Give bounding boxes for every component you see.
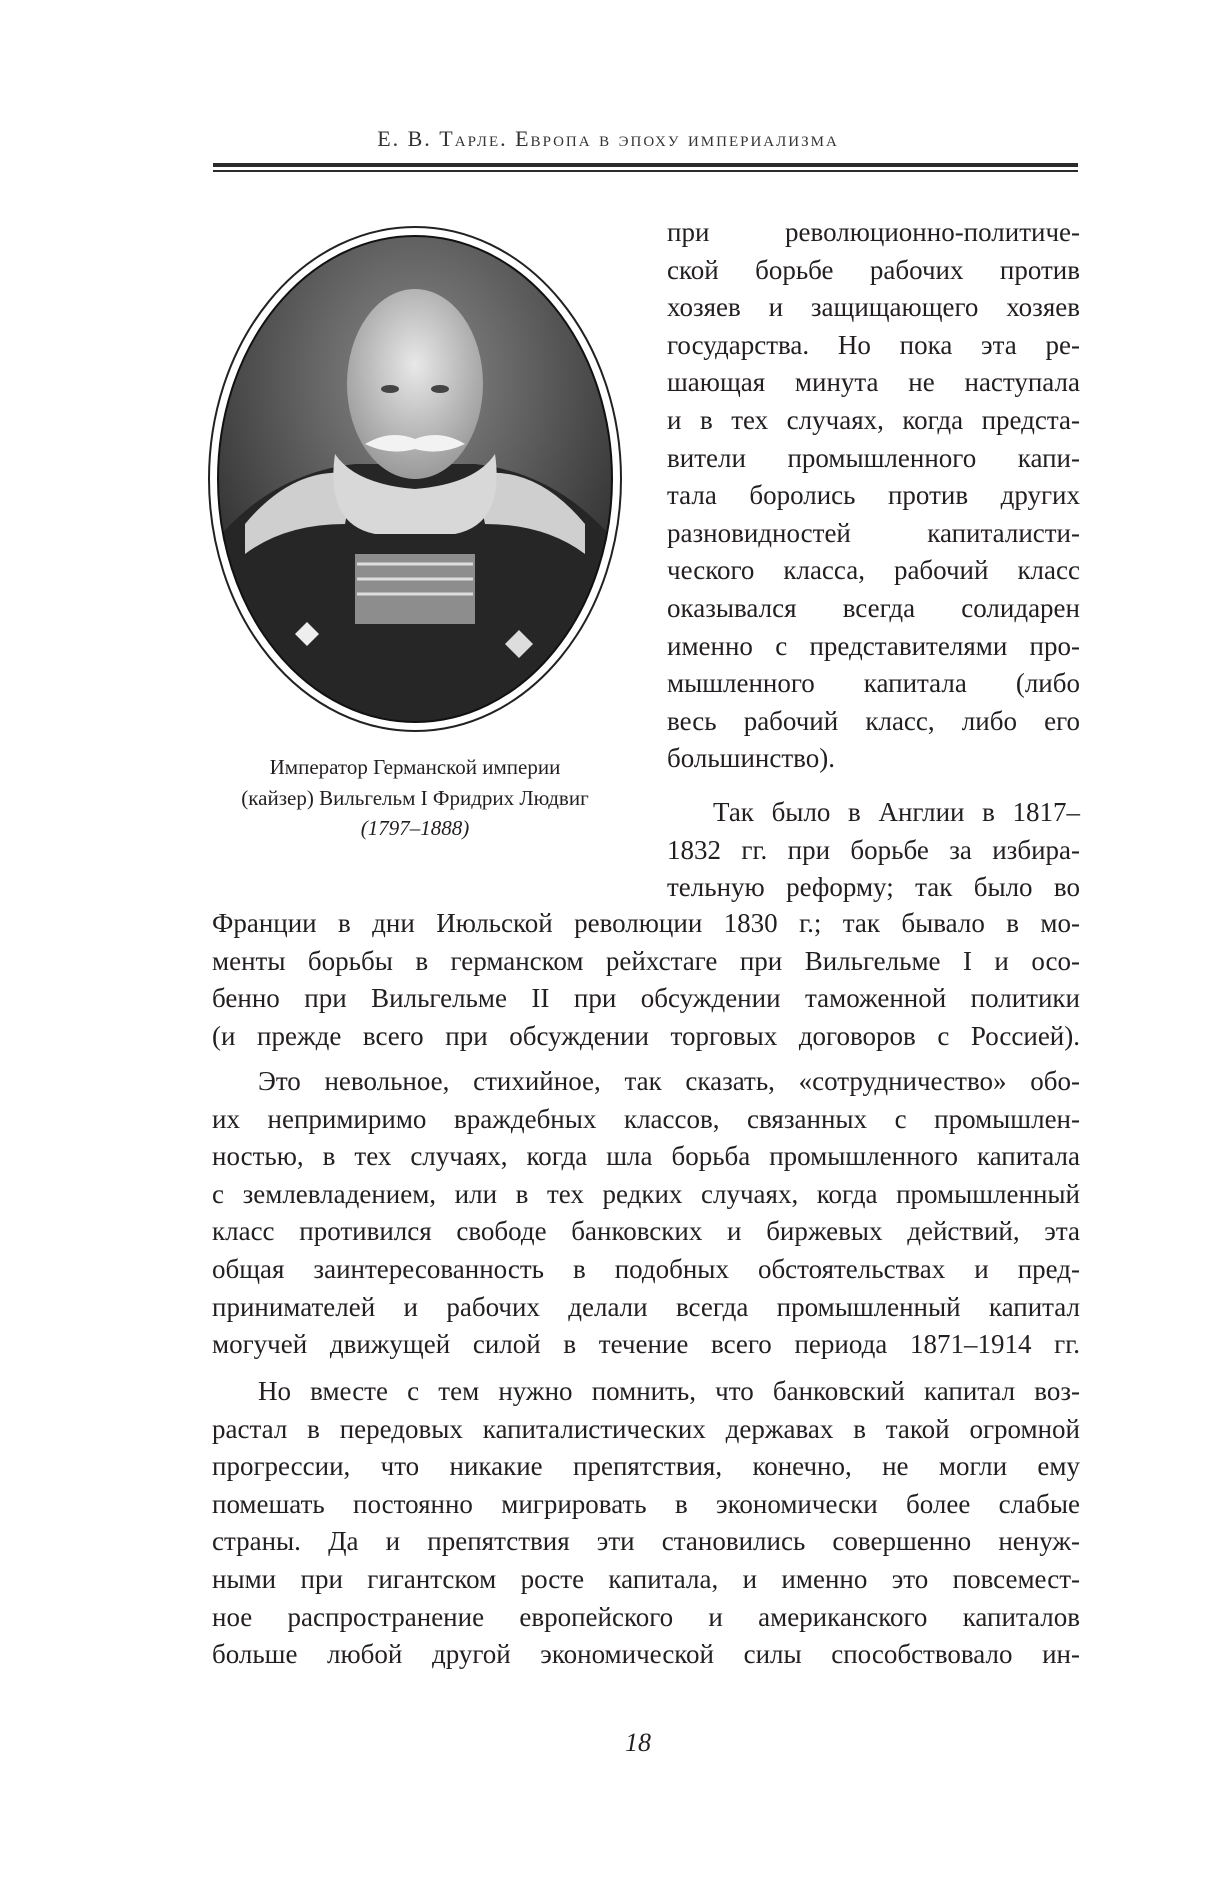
paragraph-column-continuation: [667, 214, 1080, 778]
text-line: хозяев и защищающего хозяев: [667, 292, 1080, 323]
text-line: помешать постоянно мигрировать в экономически более слабые: [212, 1488, 1080, 1519]
text-line: тельную реформу; так было во: [667, 872, 1080, 903]
text-line: вители промышленного капи-: [667, 442, 1080, 473]
portrait-image: [205, 224, 625, 734]
text-line: ской борьбе рабочих против: [667, 254, 1080, 285]
text-line: и в тех случаях, когда предста-: [667, 404, 1080, 435]
caption-line: (кайзер) Вильгельм I Фридрих Людвиг: [241, 785, 589, 810]
text-line: именно с представителями про-: [667, 630, 1080, 661]
text-line: оказывался всегда солидарен: [667, 592, 1080, 623]
text-line: 1832 гг. при борьбе за избира-: [667, 834, 1080, 865]
paragraph-cooperation: [212, 1063, 1080, 1364]
text-line: тала боролись против других: [667, 480, 1080, 511]
paragraph-england-column: [667, 794, 1080, 907]
text-line: мышленного капитала (либо: [667, 668, 1080, 699]
text-line: бенно при Вильгельме II при обсуждении таможенной политики: [212, 983, 1080, 1014]
text-line: Но вместе с тем нужно помнить, что банковский капитал воз-: [258, 1376, 1080, 1406]
text-line: принимателей и рабочих делали всегда промышленный капитал: [212, 1291, 1080, 1322]
text-line: их непримиримо враждебных классов, связанных с промышлен-: [212, 1103, 1080, 1134]
caption-years: (1797–1888): [360, 816, 470, 840]
text-line: могучей движущей силой в течение всего периода 1871–1914 гг.: [212, 1329, 1080, 1360]
text-line: класс противился свободе банковских и биржевых действий, эта: [212, 1216, 1080, 1247]
text-line: ное распространение европейского и американского капиталов: [212, 1601, 1080, 1632]
portrait-caption: [215, 752, 615, 844]
text-line: Это невольное, стихийное, так сказать, «сотрудничество» обо-: [258, 1066, 1080, 1096]
header-rule-thin: [213, 170, 1078, 172]
text-line: ностью, в тех случаях, когда шла борьба промышленного капитала: [212, 1141, 1080, 1172]
text-line: прогрессии, что никакие препятствия, конечно, не могли ему: [212, 1451, 1080, 1482]
text-line: растал в передовых капиталистических державах в такой огромной: [212, 1413, 1080, 1444]
page-number: 18: [625, 1728, 651, 1757]
text-line: общая заинтересованность в подобных обстоятельствах и пред-: [212, 1253, 1080, 1284]
text-line: весь рабочий класс, либо его: [667, 705, 1080, 736]
running-header: Е. В. Тарле. Европа в эпоху империализма: [377, 126, 839, 151]
text-line: при революционно-политиче-: [667, 217, 1080, 247]
text-line: государства. Но пока эта ре-: [667, 329, 1080, 360]
paragraph-england-full: [212, 905, 1080, 1055]
text-line: ными при гигантском росте капитала, и именно это повсемест-: [212, 1563, 1080, 1594]
text-line: ческого класса, рабочий класс: [667, 555, 1080, 586]
header-rule-thick: [213, 163, 1078, 167]
caption-line: Император Германской империи: [269, 755, 561, 779]
text-line: менты борьбы в германском рейхстаге при Вильгельме I и осо-: [212, 945, 1080, 976]
text-line: большинство).: [667, 743, 835, 774]
text-line: страны. Да и препятствия эти становились совершенно ненуж-: [212, 1526, 1080, 1557]
text-line: шающая минута не наступала: [667, 367, 1080, 398]
text-line: разновидностей капиталисти-: [667, 517, 1080, 548]
text-line: Так было в Англии в 1817–: [713, 797, 1080, 827]
text-line: (и прежде всего при обсуждении торговых договоров с Россией).: [212, 1020, 1080, 1051]
text-line: Франции в дни Июльской революции 1830 г.; так бывало в мо-: [212, 908, 1080, 938]
paragraph-bank-capital: [212, 1373, 1080, 1674]
text-line: с землевладением, или в тех редких случаях, когда промышленный: [212, 1178, 1080, 1209]
text-line: больше любой другой экономической силы способствовало ин-: [212, 1639, 1080, 1670]
